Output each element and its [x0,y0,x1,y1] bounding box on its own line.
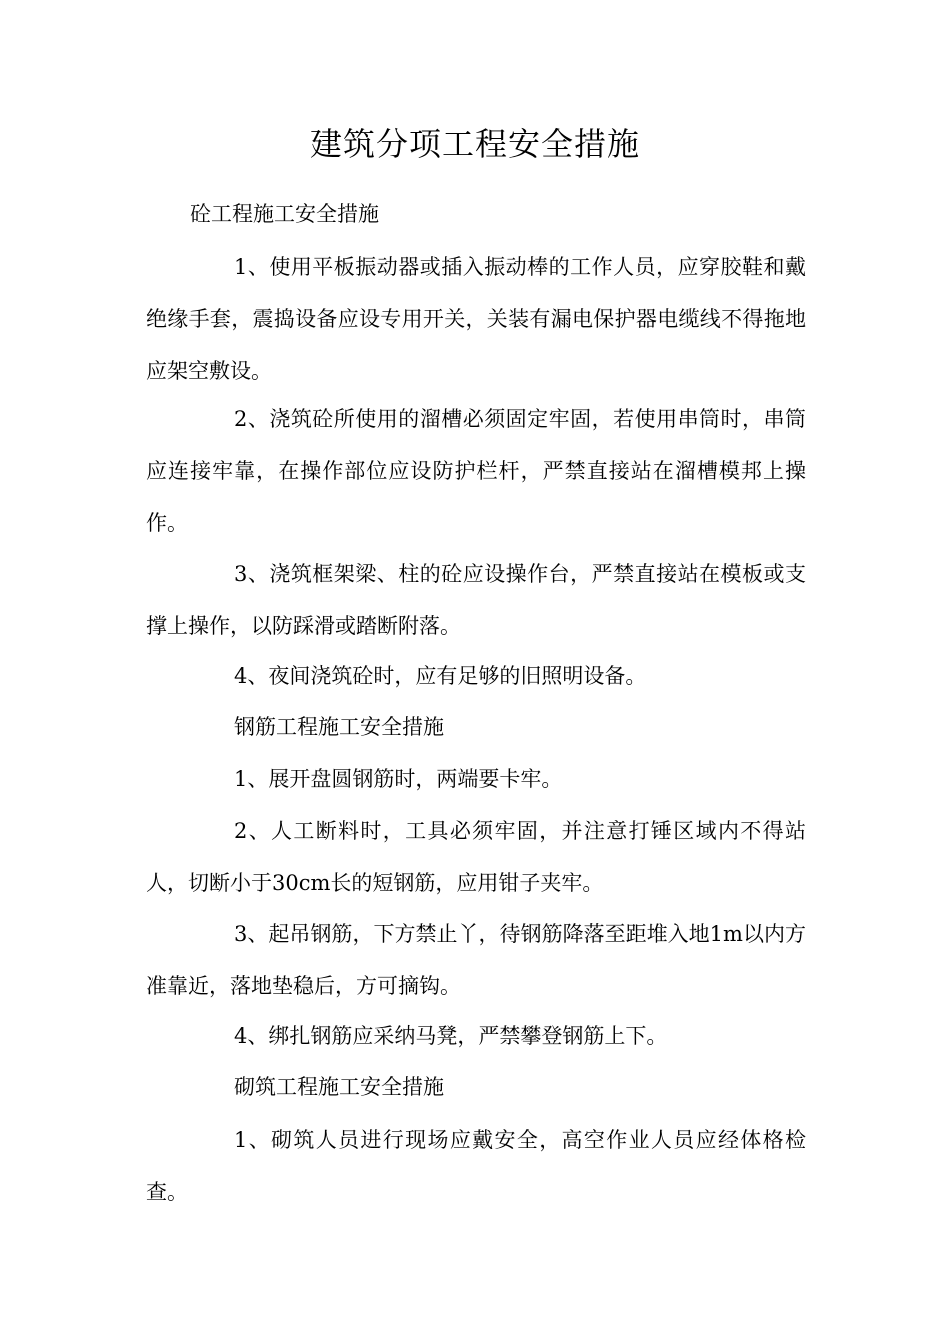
masonry-item-1: 1、砌筑人员进行现场应戴安全，高空作业人员应经体格检查。 [146,1128,806,1205]
concrete-item-3: 3、浇筑框架梁、柱的砼应设操作台，严禁直接站在模板或支撑上操作，以防踩滑或踏断附落。 [146,562,806,639]
concrete-item-2: 2、浇筑砼所使用的溜槽必须固定牢固，若使用串筒时，串筒应连接牢靠，在操作部位应设防护栏杆，严禁直接站在溜槽模邦上操作。 [146,407,806,536]
section-heading-masonry: 砌筑工程施工安全措施 [234,1075,444,1099]
rebar-item-4: 4、绑扎钢筋应采纳马凳，严禁攀登钢筋上下。 [234,1024,668,1048]
concrete-item-1: 1、使用平板振动器或插入振动棒的工作人员，应穿胶鞋和戴绝缘手套，震捣设备应设专用开关，关装有漏电保护器电缆线不得拖地应架空敷设。 [146,255,806,384]
concrete-item-4: 4、夜间浇筑砼时，应有足够的旧照明设备。 [234,664,647,688]
section-heading-rebar: 钢筋工程施工安全措施 [234,715,444,739]
document-title: 建筑分项工程安全措施 [309,125,640,163]
rebar-item-2: 2、人工断料时，工具必须牢固，并注意打锤区域内不得站人，切断小于30cm长的短钢筋，应用钳子夹牢。 [146,819,806,896]
section-heading-concrete: 砼工程施工安全措施 [190,202,379,226]
rebar-item-1: 1、展开盘圆钢筋时，两端要卡牢。 [234,767,563,791]
rebar-item-3: 3、起吊钢筋，下方禁止丫，待钢筋降落至距堆入地1m以内方准靠近，落地垫稳后，方可摘钩。 [146,922,806,999]
